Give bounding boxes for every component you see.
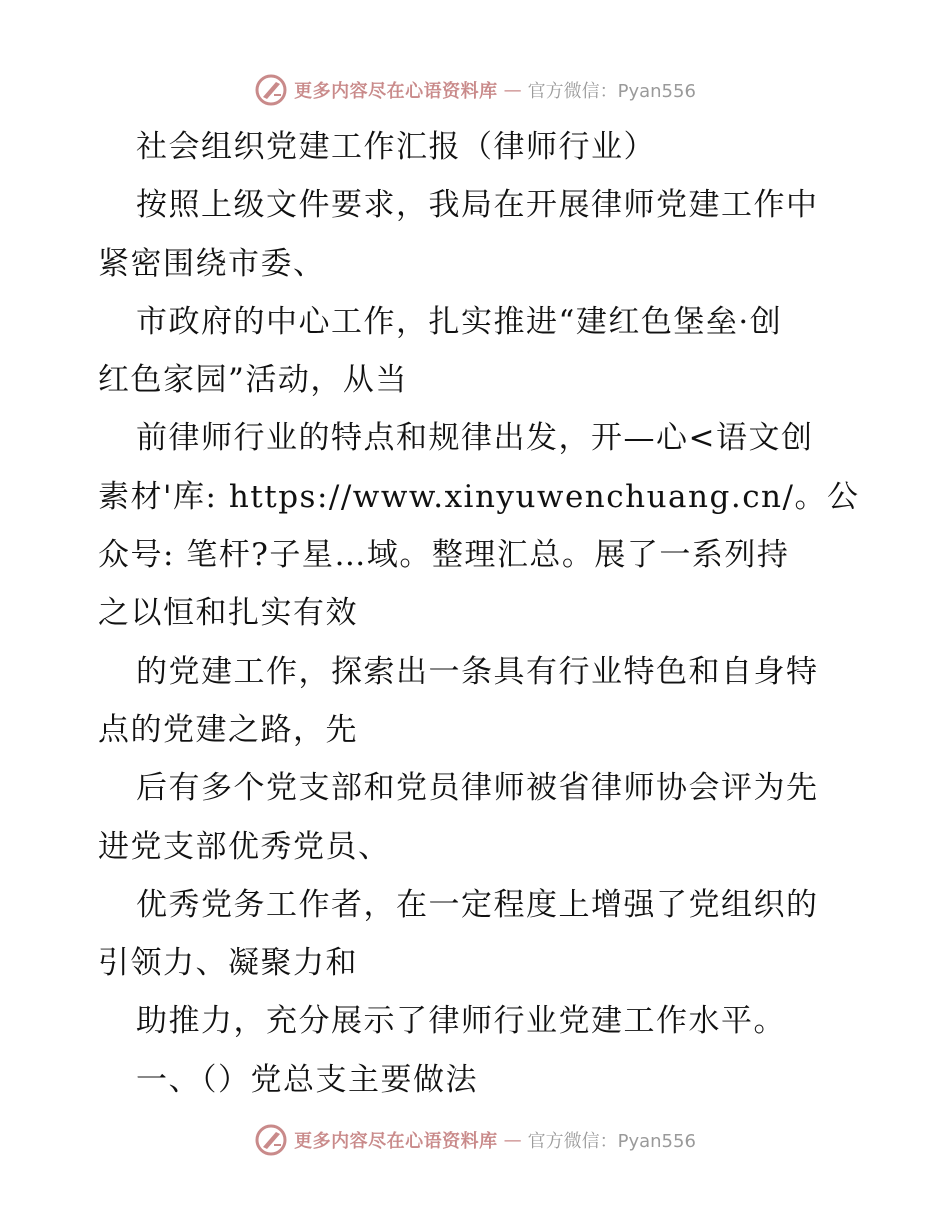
document-line: 优秀党务工作者，在一定程度上增强了党组织的 — [136, 886, 819, 923]
document-line: 紧密围绕市委、 — [98, 245, 326, 282]
document-line: 后有多个党支部和党员律师被省律师协会评为先 — [136, 770, 819, 807]
document-line: 前律师行业的特点和规律出发，开—心<语文创 — [136, 420, 814, 457]
document-body — [98, 118, 858, 1109]
quill-badge-icon — [254, 73, 288, 107]
document-line: 的党建工作，探索出一条具有行业特色和自身特 — [136, 653, 819, 690]
watermark-footer — [0, 1120, 950, 1160]
document-line: 红色家园”活动，从当 — [98, 362, 408, 399]
quill-badge-icon — [254, 1123, 288, 1157]
watermark-header — [0, 70, 950, 110]
document-line: 素材'库: https://www.xinyuwenchuang.cn/。公 — [98, 478, 860, 515]
document-line: 众号: 笔杆?子星…域。整理汇总。展了一系列持 — [98, 537, 790, 574]
document-line: 进党支部优秀党员、 — [98, 828, 391, 865]
document-line: 助推力，充分展示了律师行业党建工作水平。 — [136, 1003, 786, 1040]
watermark-official: 官方微信：Pyan556 — [527, 81, 696, 102]
watermark-separator: — — [503, 1129, 522, 1151]
document-line: 市政府的中心工作，扎实推进“建红色堡垒·创 — [136, 303, 783, 340]
document-line: 点的党建之路，先 — [98, 711, 358, 748]
document-line: 社会组织党建工作汇报（律师行业） — [136, 129, 656, 165]
document-line: 引领力、凝聚力和 — [98, 945, 358, 982]
watermark-brand: 更多内容尽在心语资料库 — [294, 1131, 498, 1152]
watermark-brand: 更多内容尽在心语资料库 — [294, 81, 498, 102]
document-line: 按照上级文件要求，我局在开展律师党建工作中 — [136, 187, 819, 224]
document-line: 一、（）党总支主要做法 — [136, 1061, 478, 1098]
watermark-official: 官方微信：Pyan556 — [527, 1131, 696, 1152]
watermark-separator: — — [503, 79, 522, 101]
document-line: 之以恒和扎实有效 — [98, 595, 358, 632]
